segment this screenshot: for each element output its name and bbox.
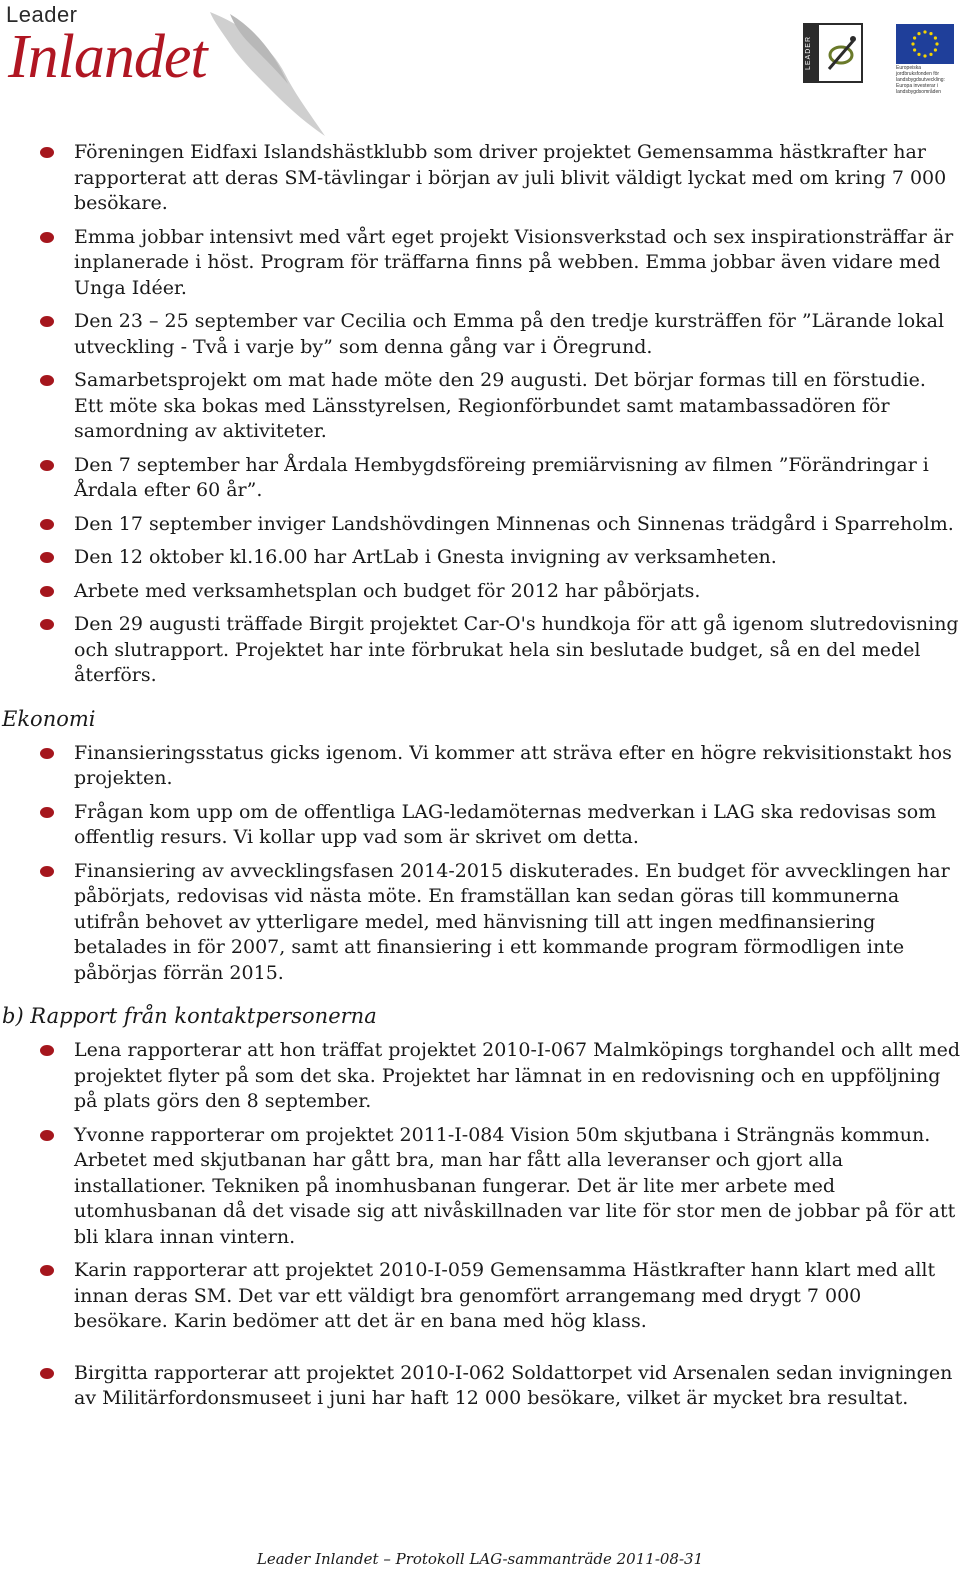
list-item: Finansieringsstatus gicks igenom. Vi kommer att sträva efter en högre rekvisitionstakt hos projekten. bbox=[0, 741, 960, 792]
list-item: Lena rapporterar att hon träffat projektet 2010-I-067 Malmköpings torghandel och allt med projektet flyter på som det ska. Projektet har lämnat in en redovisning och en uppföljning på plats görs den 8 september. bbox=[0, 1038, 960, 1115]
bullet-icon bbox=[40, 586, 54, 597]
section-heading-ekonomi: Ekonomi bbox=[2, 706, 96, 731]
bullet-icon bbox=[40, 316, 54, 327]
document-body bbox=[0, 140, 960, 1420]
list-item: Den 17 september inviger Landshövdingen Minnenas och Sinnenas trädgård i Sparreholm. bbox=[0, 512, 960, 538]
bullet-icon bbox=[40, 1130, 54, 1141]
list-item: Karin rapporterar att projektet 2010-I-059 Gemensamma Hästkrafter hann klart med allt innan deras SM. Det var ett väldigt bra genomfört arrangemang med drygt 7 000 besökare. Karin bedömer att det är en bana med hög klass. bbox=[0, 1258, 960, 1335]
eu-flag-icon bbox=[896, 24, 954, 64]
kontakt-list bbox=[0, 1038, 960, 1335]
list-item: Samarbetsprojekt om mat hade möte den 29 augusti. Det börjar formas till en förstudie. Ett möte ska bokas med Länsstyrelsen, Regionförbundet samt matambassadören för samordning av aktiviteter. bbox=[0, 368, 960, 445]
bullet-icon bbox=[40, 552, 54, 563]
bullet-icon bbox=[40, 519, 54, 530]
ekonomi-list bbox=[0, 741, 960, 987]
bullet-icon bbox=[40, 1045, 54, 1056]
bullet-icon bbox=[40, 147, 54, 158]
list-item: Emma jobbar intensivt med vårt eget projekt Visionsverkstad och sex inspirationsträffar är inplanerade i höst. Program för träffarna finns på webben. Emma jobbar även vidare med Unga Idéer. bbox=[0, 225, 960, 302]
list-item: Den 23 – 25 september var Cecilia och Emma på den tredje kursträffen för ”Lärande lokal utveckling - Två i varje by” som denna gång var i Öregrund. bbox=[0, 309, 960, 360]
bullet-icon bbox=[40, 1368, 54, 1379]
spacer bbox=[0, 1343, 960, 1361]
leader-emblem-icon bbox=[819, 25, 863, 81]
section-heading-kontakt: b) Rapport från kontaktpersonerna bbox=[2, 1004, 377, 1028]
bullet-icon bbox=[40, 866, 54, 877]
list-item: Den 29 augusti träffade Birgit projektet Car-O's hundkoja för att gå igenom slutredovisning och slutrapport. Projektet har inte förbrukat hela sin beslutade budget, så en del medel återförs. bbox=[0, 612, 960, 689]
section1-list bbox=[0, 140, 960, 689]
page-footer: Leader Inlandet – Protokoll LAG-sammanträde 2011-08-31 bbox=[256, 1550, 704, 1568]
bullet-icon bbox=[40, 807, 54, 818]
bullet-icon bbox=[40, 1265, 54, 1276]
list-item: Frågan kom upp om de offentliga LAG-ledamöternas medverkan i LAG ska redovisas som offentlig resurs. Vi kollar upp vad som är skrivet om detta. bbox=[0, 800, 960, 851]
bullet-icon bbox=[40, 460, 54, 471]
bullet-icon bbox=[40, 232, 54, 243]
list-item: Birgitta rapporterar att projektet 2010-I-062 Soldattorpet vid Arsenalen sedan invigningen av Militärfordonsmuseet i juni har haft 12 000 besökare, vilket är mycket bra resultat. bbox=[0, 1361, 960, 1412]
list-item: Finansiering av avvecklingsfasen 2014-2015 diskuterades. En budget för avvecklingen har påbörjats, redovisas vid nästa möte. En framställan kan sedan göras till kommunerna utifrån behovet av ytterligare medel, med hänvisning till att ingen medfinansiering betalades in för 2007, samt att finansiering i ett kommande program förmodligen inte påbörjas förrän 2015. bbox=[0, 859, 960, 987]
list-item: Föreningen Eidfaxi Islandshästklubb som driver projektet Gemensamma hästkrafter har rapporterat att deras SM-tävlingar i början av juli blivit väldigt lyckat med om kring 7 000 besökare. bbox=[0, 140, 960, 217]
bullet-icon bbox=[40, 748, 54, 759]
page-header bbox=[0, 0, 960, 140]
leader-badge-text: LEADER bbox=[805, 25, 819, 81]
eu-caption: Europeiska jordbruksfonden för landsbygdsutveckling: Europa investerar i landsbygdsområden bbox=[896, 65, 945, 95]
list-item: Den 12 oktober kl.16.00 har ArtLab i Gnesta invigning av verksamheten. bbox=[0, 545, 960, 571]
eagle-logo-icon bbox=[200, 4, 330, 140]
leader-eu-logo bbox=[803, 23, 863, 83]
list-item: Yvonne rapporterar om projektet 2011-I-084 Vision 50m skjutbana i Strängnäs kommun. Arbetet med skjutbanan har gått bra, man har fått alla leveranser och gjort alla installationer. Tekniken på inomhusbanan fungerar. Det är lite mer arbete med utomhusbanan då det visade sig att nivåskillnaden var lite för stor men de jobbar på för att bli klara innan vintern. bbox=[0, 1123, 960, 1251]
logo-leader-text: Leader bbox=[6, 2, 78, 27]
bullet-icon bbox=[40, 375, 54, 386]
bullet-icon bbox=[40, 619, 54, 630]
logo-inlandet-text: Inlandet bbox=[8, 23, 207, 91]
list-item: Arbete med verksamhetsplan och budget för 2012 har påbörjats. bbox=[0, 579, 960, 605]
kontakt-list-last bbox=[0, 1361, 960, 1412]
list-item: Den 7 september har Årdala Hembygdsföreing premiärvisning av filmen ”Förändringar i Årdala efter 60 år”. bbox=[0, 453, 960, 504]
